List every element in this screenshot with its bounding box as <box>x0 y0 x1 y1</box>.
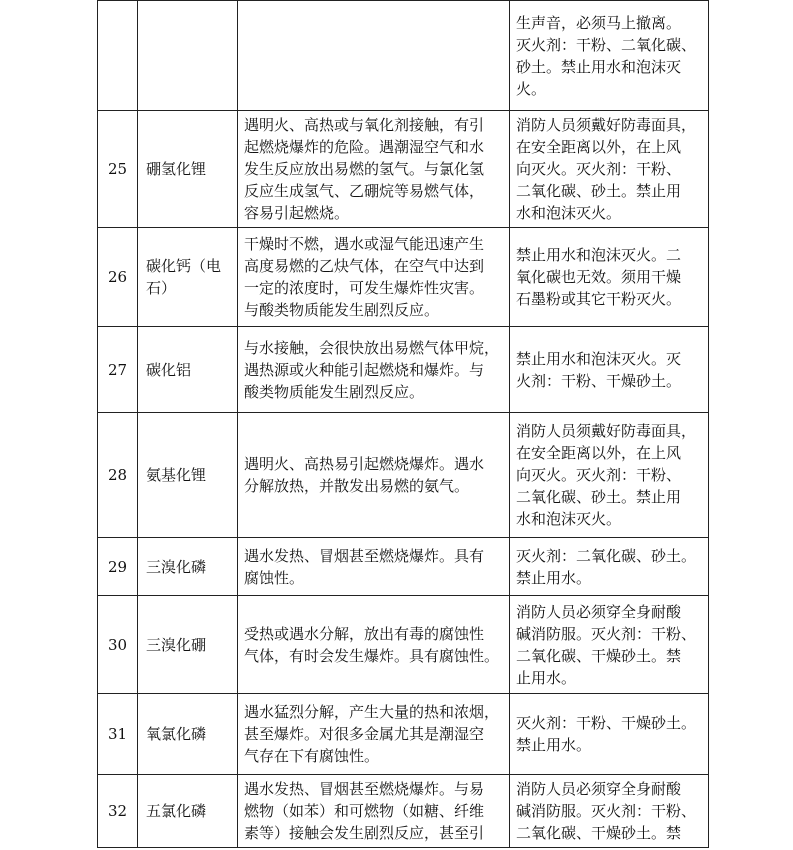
row-number: 28 <box>98 413 138 538</box>
hazard-properties: 遇明火、高热易引起燃烧爆炸。遇水 分解放热，并散发出易燃的氨气。 <box>238 413 510 538</box>
table-row <box>98 111 709 228</box>
hazard-properties <box>238 1 510 111</box>
table-row <box>98 538 709 596</box>
chemical-name: 五氯化磷 <box>138 775 238 848</box>
chemical-name: 氧氯化磷 <box>138 694 238 775</box>
chemical-name <box>138 1 238 111</box>
hazard-properties: 干燥时不燃，遇水或湿气能迅速产生 高度易燃的乙炔气体，在空气中达到 一定的浓度时，可发生爆炸性灾害。 与酸类物质能发生剧烈反应。 <box>238 228 510 327</box>
firefighting-method: 消防人员必须穿全身耐酸 碱消防服。灭火剂：干粉、 二氧化碳、干燥砂土。禁 止用水。 <box>510 596 709 694</box>
hazard-properties: 遇水猛烈分解，产生大量的热和浓烟， 甚至爆炸。对很多金属尤其是潮湿空 气存在下有腐蚀性。 <box>238 694 510 775</box>
chemical-name: 碳化铝 <box>138 327 238 413</box>
firefighting-method: 消防人员须戴好防毒面具， 在安全距离以外，在上风 向灭火。灭火剂：干粉、 二氧化碳、砂土。禁止用 水和泡沫灭火。 <box>510 111 709 228</box>
firefighting-method: 生声音，必须马上撤离。 灭火剂：干粉、二氧化碳、 砂土。禁止用水和泡沫灭 火。 <box>510 1 709 111</box>
chemical-name: 三溴化磷 <box>138 538 238 596</box>
row-number: 27 <box>98 327 138 413</box>
firefighting-method: 消防人员必须穿全身耐酸 碱消防服。灭火剂：干粉、 二氧化碳、干燥砂土。禁 <box>510 775 709 848</box>
row-number: 30 <box>98 596 138 694</box>
chemical-name: 三溴化硼 <box>138 596 238 694</box>
table-row <box>98 694 709 775</box>
chemical-name: 碳化钙（电 石） <box>138 228 238 327</box>
hazard-properties: 受热或遇水分解，放出有毒的腐蚀性 气体，有时会发生爆炸。具有腐蚀性。 <box>238 596 510 694</box>
table-row <box>98 327 709 413</box>
row-number: 25 <box>98 111 138 228</box>
chemical-name: 硼氢化锂 <box>138 111 238 228</box>
firefighting-method: 灭火剂：二氧化碳、砂土。 禁止用水。 <box>510 538 709 596</box>
firefighting-method: 消防人员须戴好防毒面具， 在安全距离以外，在上风 向灭火。灭火剂：干粉、 二氧化碳、砂土。禁止用 水和泡沫灭火。 <box>510 413 709 538</box>
table-row <box>98 1 709 111</box>
table-row <box>98 228 709 327</box>
table-row <box>98 596 709 694</box>
hazard-properties: 遇水发热、冒烟甚至燃烧爆炸。与易 燃物（如苯）和可燃物（如糖、纤维 素等）接触会发生剧烈反应，甚至引 <box>238 775 510 848</box>
table-row <box>98 413 709 538</box>
firefighting-method: 灭火剂：干粉、干燥砂土。 禁止用水。 <box>510 694 709 775</box>
row-number: 32 <box>98 775 138 848</box>
table-row <box>98 775 709 848</box>
row-number: 31 <box>98 694 138 775</box>
hazard-properties: 与水接触，会很快放出易燃气体甲烷， 遇热源或火种能引起燃烧和爆炸。与 酸类物质能发生剧烈反应。 <box>238 327 510 413</box>
hazard-properties: 遇明火、高热或与氧化剂接触，有引 起燃烧爆炸的危险。遇潮湿空气和水 发生反应放出易燃的氢气。与氯化氢 反应生成氢气、乙硼烷等易燃气体， 容易引起燃烧。 <box>238 111 510 228</box>
chemical-name: 氨基化锂 <box>138 413 238 538</box>
row-number <box>98 1 138 111</box>
hazard-table <box>97 0 709 848</box>
row-number: 29 <box>98 538 138 596</box>
firefighting-method: 禁止用水和泡沫灭火。二 氧化碳也无效。须用干燥 石墨粉或其它干粉灭火。 <box>510 228 709 327</box>
firefighting-method: 禁止用水和泡沫灭火。灭 火剂：干粉、干燥砂土。 <box>510 327 709 413</box>
hazard-properties: 遇水发热、冒烟甚至燃烧爆炸。具有 腐蚀性。 <box>238 538 510 596</box>
row-number: 26 <box>98 228 138 327</box>
